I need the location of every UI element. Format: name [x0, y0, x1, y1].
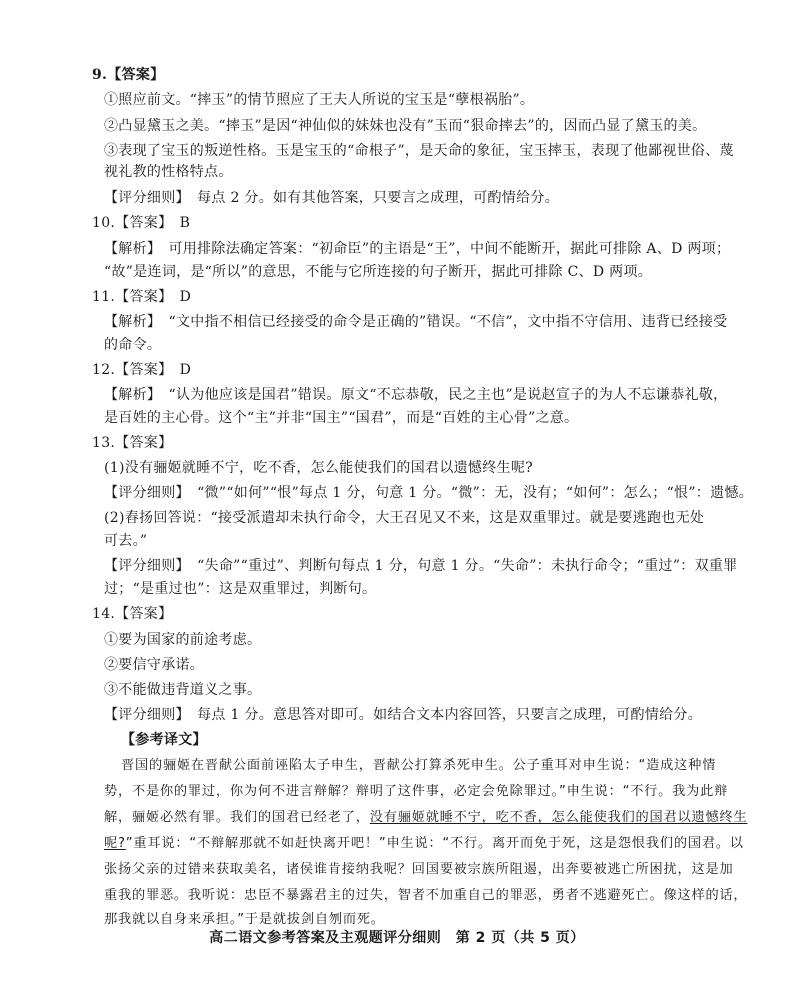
q10-analysis-line-2: “故”是连词，是“所以”的意思，不能与它所连接的句子断开，据此可排除 C、D 两项。 — [104, 264, 653, 280]
q9-point-3-line-2: 视礼教的性格特点。 — [104, 164, 233, 180]
q11-analysis-line-2: 的命令。 — [104, 337, 162, 353]
q13-part-2-line-1: (2)舂扬回答说：“接受派遣却未执行命令，大王召见又不来，这是双重罪过。就是要逃跑也无处 — [104, 510, 705, 526]
q11-answer: 11.【答案】 D — [92, 289, 192, 305]
translation-line-6: 重我的罪恶。我听说：忠臣不暴露君主的过失，智者不加重自己的罪恶，勇者不逃避死亡。像这样的话， — [104, 888, 748, 903]
q13-scoring-2-line-2: 过；“是重过也”：这是双重罪过，判断句。 — [104, 581, 377, 597]
q9-point-2: ②凸显黛玉之美。“摔玉”是因“神仙似的妹妹也没有”玉而“狠命摔去”的，因而凸显了黛玉的美。 — [104, 118, 707, 134]
page-footer: 高二语文参考答案及主观题评分细则 第 2 页（共 5 页） — [209, 930, 585, 946]
q9-scoring-rules: 【评分细则】 每点 2 分。如有其他答案，只要言之成理，可酌情给分。 — [104, 190, 560, 206]
q12-answer: 12.【答案】 D — [92, 362, 192, 378]
q9-answer-heading: 9.【答案】 — [92, 67, 165, 83]
q14-point-3: ③不能做违背道义之事。 — [104, 682, 262, 698]
translation-line-3-text: 解，骊姬必然有罪。我们的国君已经老了， — [104, 810, 370, 825]
translation-underlined-sentence: 没有骊姬就睡不宁，吃不香，怎么能使我们的国君以遗憾终生 — [369, 810, 748, 825]
q13-scoring-2-line-1: 【评分细则】 “失命”“重过”、判断句每点 1 分，句意 1 分。“失命”：未执行命令；“重过”：双重罪 — [104, 558, 738, 574]
translation-line-4-text: ”重耳说：“不辩解那就不如赶快离开吧！”申生说：“不行。离开而免于死，这是怨恨我们的国君。以 — [125, 836, 744, 851]
q13-scoring-1: 【评分细则】 “微”“如何”“恨”每点 1 分，句意 1 分。“微”：无，没有；“如何”：怎么；“恨”：遗憾。 — [104, 485, 753, 501]
translation-heading: 【参考译文】 — [121, 732, 207, 748]
translation-line-2: 势，不是你的罪过，你为何不进言辩解？辩明了这件事，必定会免除罪过。”申生说：“不行。我为此辩 — [104, 784, 729, 799]
translation-line-3 — [104, 808, 747, 828]
translation-line-5: 张扬父亲的过错来获取美名，诸侯谁肯接纳我呢？回国要被宗族所阻遏，出奔要被逃亡所困扰，这是加 — [104, 862, 734, 877]
q9-point-1: ①照应前文。“摔玉”的情节照应了王夫人所说的宝玉是“孽根祸胎”。 — [104, 92, 535, 108]
translation-line-1: 晋国的骊姬在晋献公面前诬陷太子申生，晋献公打算杀死申生。公子重耳对申生说：“造成这种情 — [121, 758, 717, 773]
q10-analysis-line-1: 【解析】 可用排除法确定答案：“初命臣”的主语是“王”，中间不能断开，据此可排除 A、D 两项； — [104, 241, 731, 257]
q12-analysis-line-2: 是百姓的主心骨。这个“主”并非“国主”“国君”，而是“百姓的主心骨”之意。 — [104, 410, 579, 426]
q14-scoring-rules: 【评分细则】 每点 1 分。意思答对即可。如结合文本内容回答，只要言之成理，可酌情给分。 — [104, 707, 703, 723]
q9-point-3-line-1: ③表现了宝玉的叛逆性格。玉是宝玉的“命根子”，是天命的象征，宝玉摔玉，表现了他鄙视世俗、蔑 — [104, 143, 734, 159]
translation-underlined-sentence-end: 呢? — [104, 836, 126, 851]
translation-line-4 — [104, 834, 744, 854]
q11-analysis-line-1: 【解析】 “文中指不相信已经接受的命令是正确的”错误。“不信”，文中指不守信用、违背已经接受 — [104, 314, 728, 330]
q14-point-2: ②要信守承诺。 — [104, 657, 205, 673]
q14-answer-heading: 14.【答案】 — [92, 606, 173, 622]
q14-point-1: ①要为国家的前途考虑。 — [104, 632, 262, 648]
translation-line-7: 那我就以自身来承担。”于是就拔剑自刎而死。 — [104, 912, 385, 927]
q13-part-2-line-2: 可去。” — [104, 533, 148, 549]
q13-answer-heading: 13.【答案】 — [92, 435, 173, 451]
q13-part-1: (1)没有骊姬就睡不宁，吃不香，怎么能使我们的国君以遗憾终生呢? — [104, 460, 533, 476]
q10-answer: 10.【答案】 B — [92, 215, 191, 231]
q12-analysis-line-1: 【解析】 “认为他应该是国君”错误。原文“不忘恭敬，民之主也”是说赵宣子的为人不忘谦恭礼敬， — [104, 387, 728, 403]
